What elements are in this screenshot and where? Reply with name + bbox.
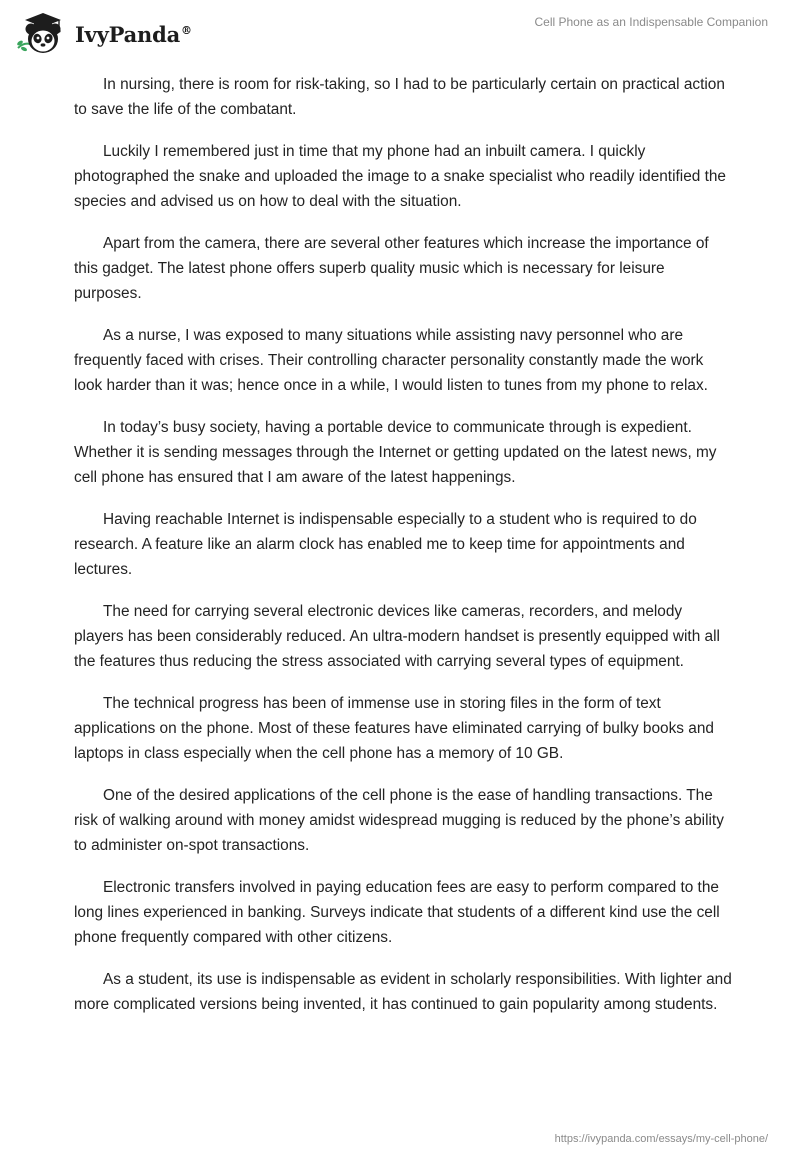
paragraph: One of the desired applications of the cell phone is the ease of handling transactions. The risk of walking around with money amidst widespread mugging is reduced by the phone’s ability to administer on-spot transactions. xyxy=(74,787,724,854)
paragraph: As a student, its use is indispensable as evident in scholarly responsibilities. With lighter and more complicated versions being invented, it has continued to gain popularity among students. xyxy=(74,971,732,1013)
paragraph: The need for carrying several electronic devices like cameras, recorders, and melody players has been considerably reduced. An ultra-modern handset is presently equipped with all the features thus reducing the stress associated with carrying several types of equipment. xyxy=(74,603,720,670)
registered-mark: ® xyxy=(181,24,192,37)
page-header xyxy=(0,0,800,60)
ivypanda-logo[interactable] xyxy=(14,10,192,58)
panda-graduate-icon xyxy=(14,10,72,58)
essay-body xyxy=(74,72,734,1034)
document-title: Cell Phone as an Indispensable Companion xyxy=(534,15,768,29)
paragraph: As a nurse, I was exposed to many situations while assisting navy personnel who are frequently faced with crises. Their controlling character personality constantly made the work look harder than it was; hence once in a while, I would listen to tunes from my phone to relax. xyxy=(74,327,708,394)
paragraph: The technical progress has been of immense use in storing files in the form of text applications on the phone. Most of these features have eliminated carrying of bulky books and laptops in class especially when the cell phone has a memory of 10 GB. xyxy=(74,695,714,762)
source-url[interactable]: https://ivypanda.com/essays/my-cell-phone/ xyxy=(554,1133,768,1145)
paragraph: In nursing, there is room for risk-taking, so I had to be particularly certain on practical action to save the life of the combatant. xyxy=(74,76,725,118)
paragraph: Having reachable Internet is indispensable especially to a student who is required to do research. A feature like an alarm clock has enabled me to keep time for appointments and lectures. xyxy=(74,511,697,578)
brand-name: IvyPanda® xyxy=(75,22,192,47)
paragraph: In today’s busy society, having a portable device to communicate through is expedient. Whether it is sending messages through the Internet or getting updated on the latest news, my cell phone has ensured that I am aware of the latest happenings. xyxy=(74,419,717,486)
paragraph: Apart from the camera, there are several other features which increase the importance of this gadget. The latest phone offers superb quality music which is necessary for leisure purposes. xyxy=(74,235,709,302)
paragraph: Luckily I remembered just in time that my phone had an inbuilt camera. I quickly photographed the snake and uploaded the image to a snake specialist who readily identified the species and advised us on how to deal with the situation. xyxy=(74,143,726,210)
paragraph: Electronic transfers involved in paying education fees are easy to perform compared to the long lines experienced in banking. Surveys indicate that students of a different kind use the cell phone frequently compared with other citizens. xyxy=(74,879,720,946)
